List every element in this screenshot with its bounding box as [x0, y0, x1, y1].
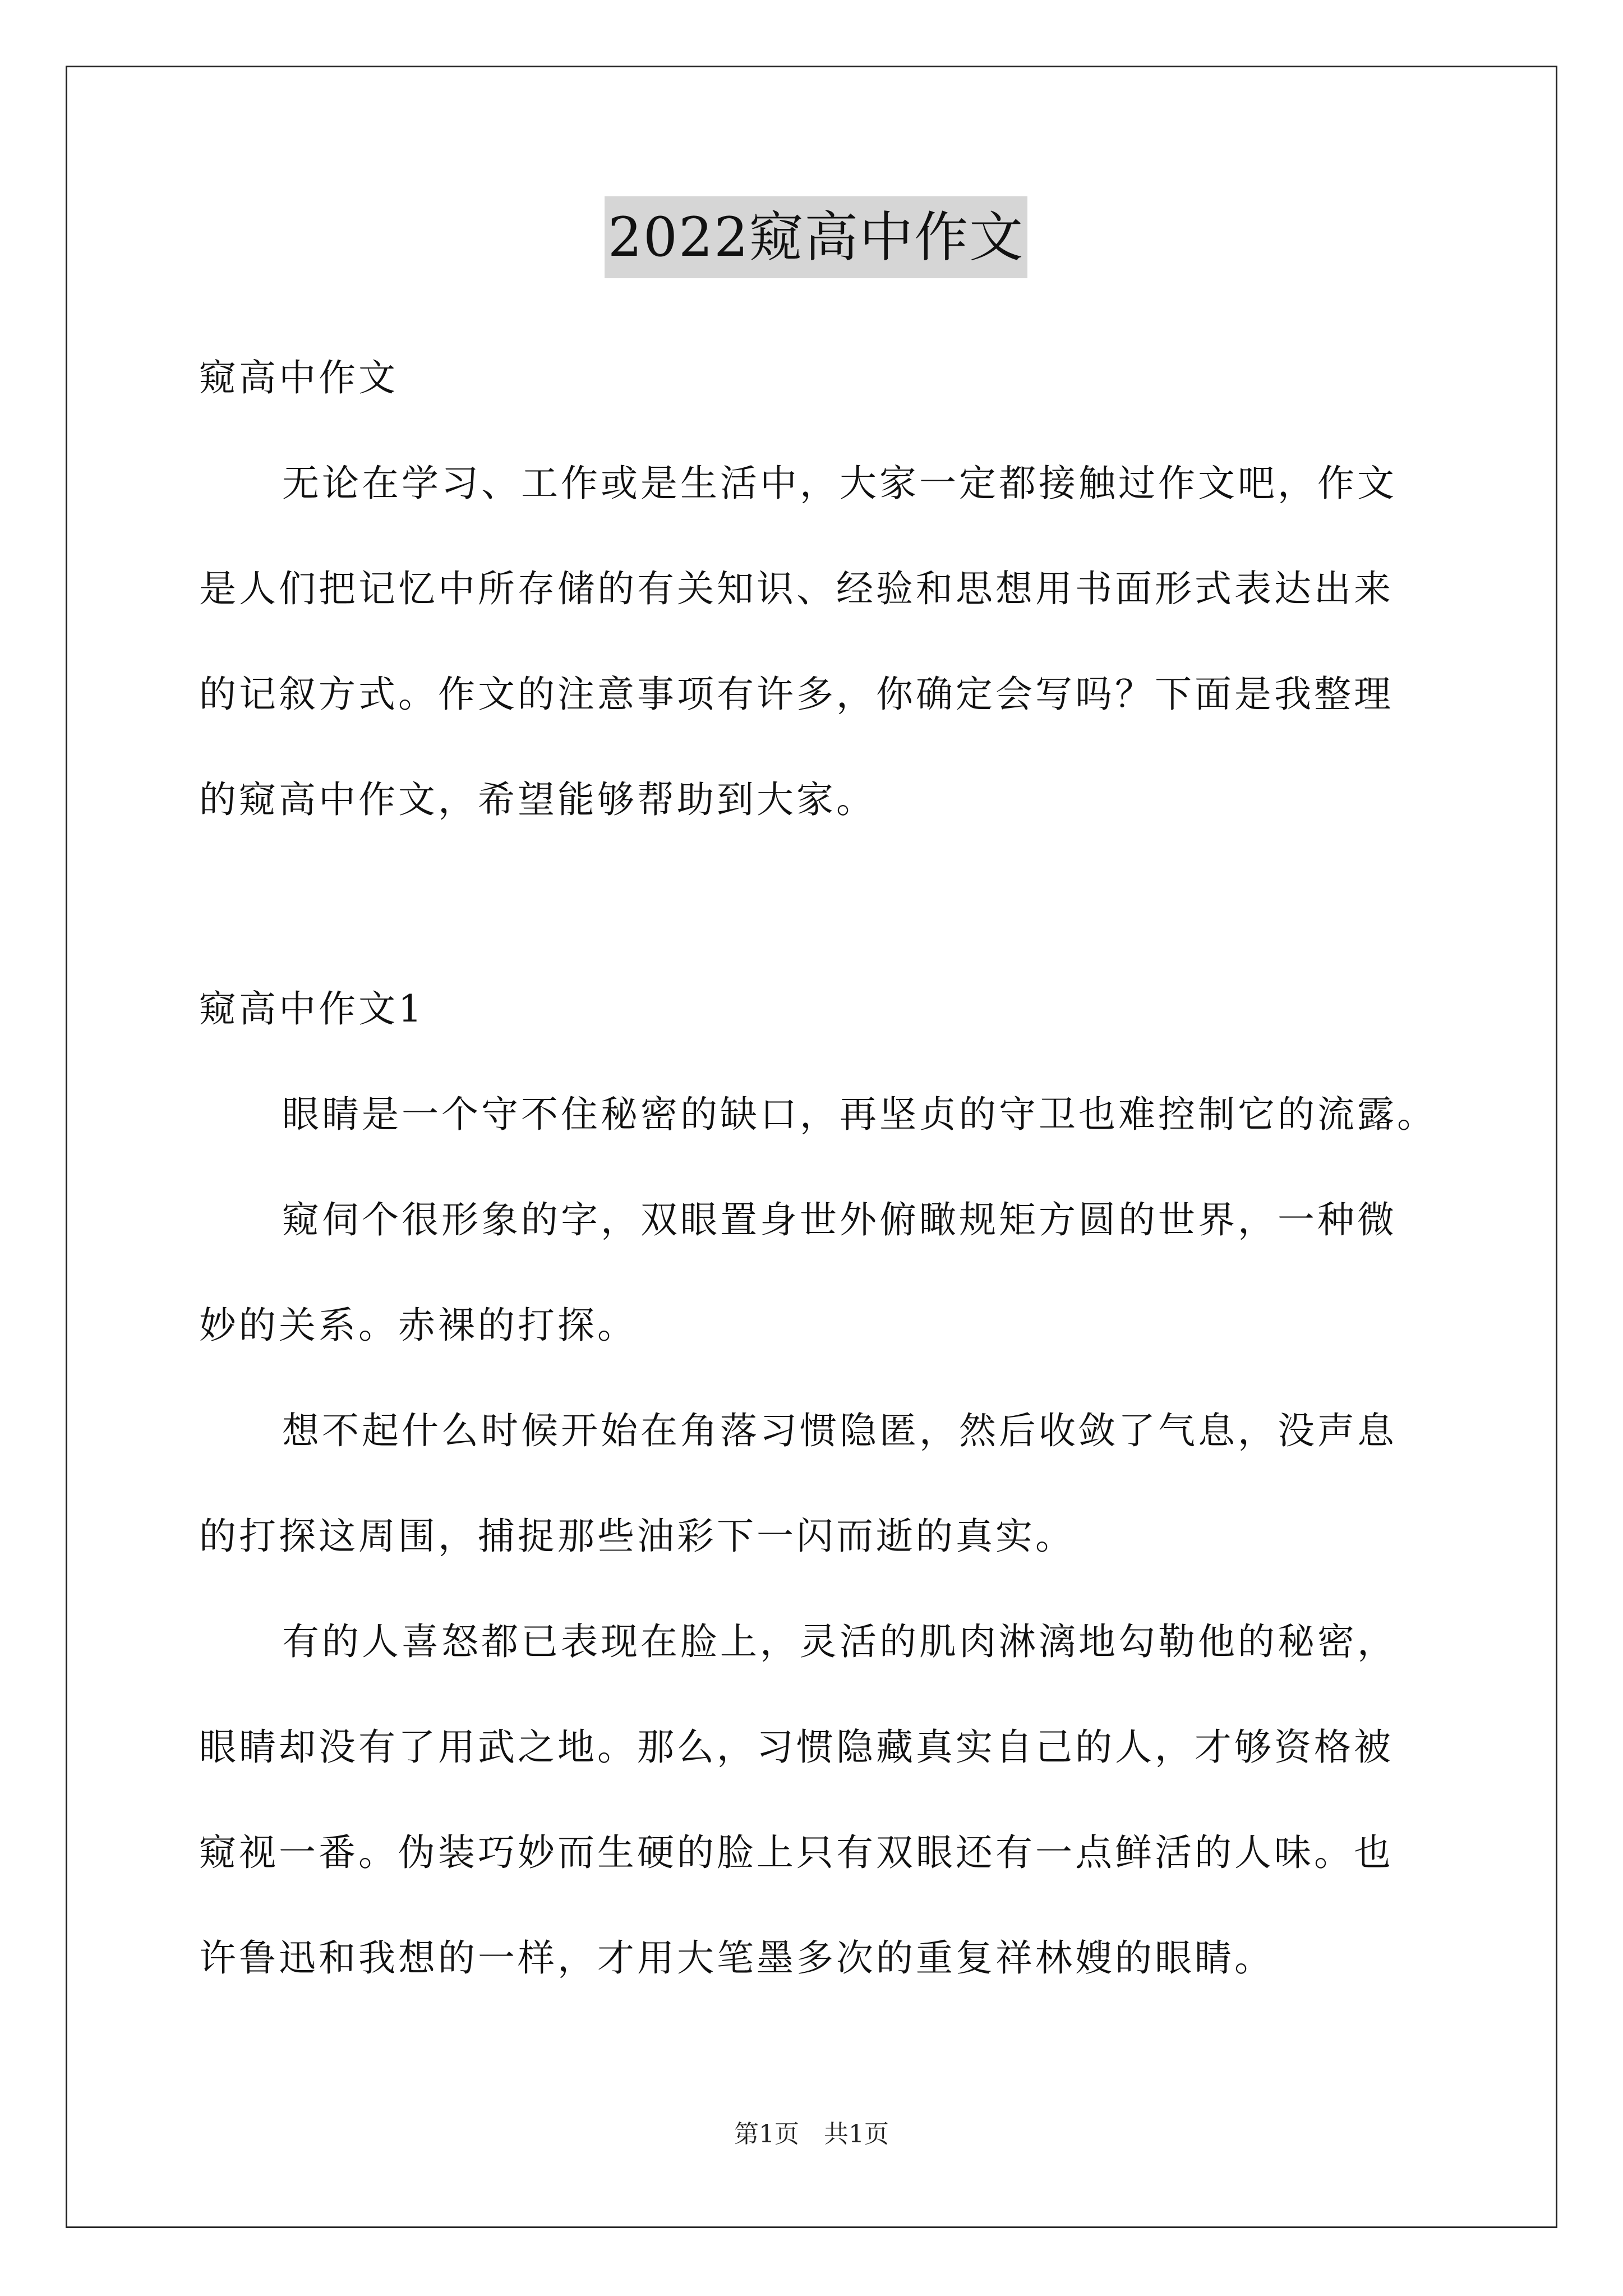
- paragraph-line: 的打探这周围，捕捉那些油彩下一闪而逝的真实。: [199, 1515, 1075, 1558]
- paragraph-line: 的窥高中作文，希望能够帮助到大家。: [199, 778, 876, 821]
- page-footer: 第1页 共1页: [734, 2120, 889, 2148]
- intro-paragraph: [199, 431, 1433, 853]
- document-title: 2022窥高中作文: [605, 196, 1027, 278]
- paragraph-line: 的记叙方式。作文的注意事项有许多，你确定会写吗？下面是我整理: [199, 673, 1394, 716]
- paragraph-line: 窥伺个很形象的字，双眼置身世外俯瞰规矩方圆的世界，一种微: [282, 1198, 1397, 1241]
- paragraph-line: 有的人喜怒都已表现在脸上，灵活的肌肉淋漓地勾勒他的秘密，: [282, 1620, 1397, 1663]
- paragraph-2: [199, 1167, 1433, 1378]
- paragraph-line: 想不起什么时候开始在角落习惯隐匿，然后收敛了气息，没声息: [282, 1409, 1397, 1452]
- paragraph-3: [199, 1378, 1433, 1589]
- document-subtitle: 窥高中作文: [199, 356, 398, 399]
- section-heading: 窥高中作文1: [199, 987, 425, 1030]
- paragraph-line: 许鲁迅和我想的一样，才用大笔墨多次的重复祥林嫂的眼睛。: [199, 1936, 1274, 1980]
- title-wrap: [199, 196, 1433, 280]
- document-body: [199, 196, 1437, 2011]
- paragraph-line: 无论在学习、工作或是生活中，大家一定都接触过作文吧，作文: [282, 462, 1397, 505]
- paragraph-line: 是人们把记忆中所存储的有关知识、经验和思想用书面形式表达出来: [199, 567, 1394, 610]
- paragraph-4: [199, 1589, 1433, 2011]
- paragraph-line: 眼睛却没有了用武之地。那么，习惯隐藏真实自己的人，才够资格被: [199, 1726, 1394, 1769]
- spacer: [199, 853, 1433, 956]
- paragraph-line: 窥视一番。伪装巧妙而生硬的脸上只有双眼还有一点鲜活的人味。也: [199, 1831, 1394, 1874]
- paragraph-line: 妙的关系。赤裸的打探。: [199, 1304, 637, 1347]
- paragraph-1: 眼睛是一个守不住秘密的缺口，再坚贞的守卫也难控制它的流露。: [282, 1093, 1437, 1136]
